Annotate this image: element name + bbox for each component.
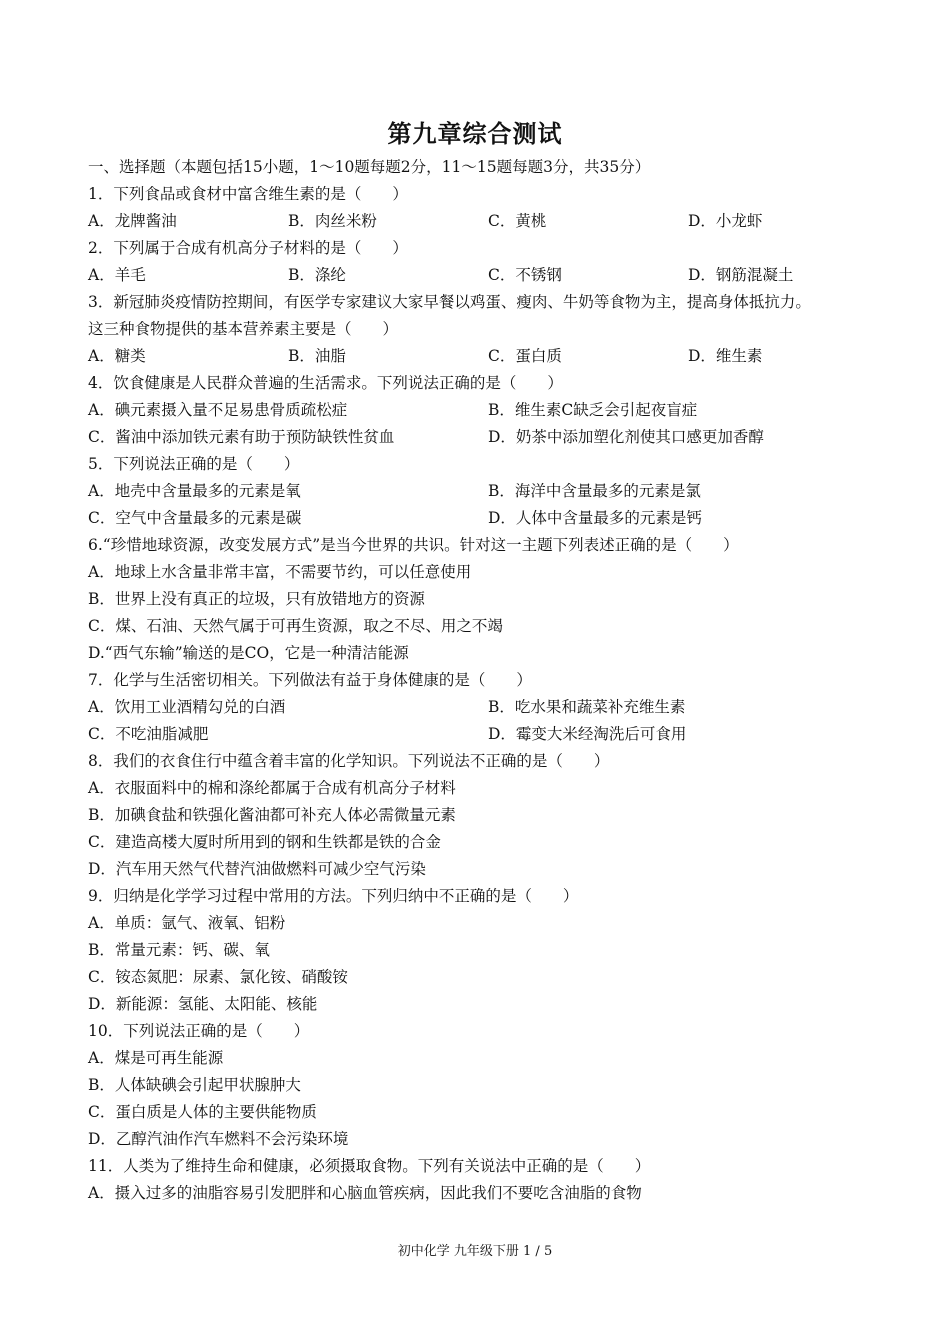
page-footer: 初中化学 九年级下册 1 / 5 — [397, 1244, 553, 1259]
question-10-stem: 10．下列说法正确的是（ ） — [88, 1022, 310, 1040]
question-7-stem: 7．化学与生活密切相关。下列做法有益于身体健康的是（ ） — [88, 671, 532, 689]
option-b: B．吃水果和蔬菜补充维生素 — [488, 698, 686, 716]
option-b: B．油脂 — [288, 347, 346, 365]
option-d: D．钢筋混凝土 — [688, 266, 794, 284]
question-7-options-row2 — [88, 721, 878, 748]
option-a: A．地壳中含量最多的元素是氧 — [88, 482, 301, 500]
page-title: 第九章综合测试 — [387, 119, 563, 148]
option-c: C．不锈钢 — [488, 266, 562, 284]
option-b: B．常量元素：钙、碳、氧 — [88, 941, 270, 959]
question-list — [88, 154, 878, 1207]
option-c: C．空气中含量最多的元素是碳 — [88, 509, 302, 527]
question-5-stem: 5．下列说法正确的是（ ） — [88, 455, 300, 473]
question-5-options-row2 — [88, 505, 878, 532]
option-c: C．煤、石油、天然气属于可再生资源，取之不尽、用之不竭 — [88, 617, 503, 635]
option-a: A．碘元素摄入量不足易患骨质疏松症 — [88, 401, 348, 419]
option-c: C．黄桃 — [488, 212, 547, 230]
question-3-stem: 3．新冠肺炎疫情防控期间，有医学专家建议大家早餐以鸡蛋、瘦肉、牛奶等食物为主，提高身体抵抗力。 — [88, 293, 811, 311]
question-1-options — [88, 208, 878, 235]
option-d: D.“西气东输”输送的是CO，它是一种清洁能源 — [88, 644, 409, 662]
option-d: D．乙醇汽油作汽车燃料不会污染环境 — [88, 1130, 349, 1148]
section-heading: 一、选择题（本题包括15小题，1～10题每题2分，11～15题每题3分，共35分） — [88, 158, 651, 176]
option-b: B．维生素C缺乏会引起夜盲症 — [488, 401, 698, 419]
option-b: B．肉丝米粉 — [288, 212, 377, 230]
option-d: D．维生素 — [688, 347, 763, 365]
option-d: D．霉变大米经淘洗后可食用 — [488, 725, 687, 743]
option-d: D．奶茶中添加塑化剂使其口感更加香醇 — [488, 428, 764, 446]
option-b: B．海洋中含量最多的元素是氯 — [488, 482, 701, 500]
question-4-options-row2 — [88, 424, 878, 451]
question-9-stem: 9．归纳是化学学习过程中常用的方法。下列归纳中不正确的是（ ） — [88, 887, 579, 905]
option-c: C．酱油中添加铁元素有助于预防缺铁性贫血 — [88, 428, 395, 446]
option-d: D．新能源：氢能、太阳能、核能 — [88, 995, 318, 1013]
question-2-stem: 2．下列属于合成有机高分子材料的是（ ） — [88, 239, 408, 257]
option-c: C．不吃油脂减肥 — [88, 725, 209, 743]
option-b: B．世界上没有真正的垃圾，只有放错地方的资源 — [88, 590, 425, 608]
question-11-stem: 11．人类为了维持生命和健康，必须摄取食物。下列有关说法中正确的是（ ） — [88, 1157, 651, 1175]
question-1-stem: 1．下列食品或食材中富含维生素的是（ ） — [88, 185, 408, 203]
question-3-stem-cont: 这三种食物提供的基本营养素主要是（ ） — [88, 320, 399, 338]
option-a: A．羊毛 — [88, 266, 146, 284]
option-d: D．人体中含量最多的元素是钙 — [488, 509, 702, 527]
option-a: A．煤是可再生能源 — [88, 1049, 224, 1067]
option-a: A．地球上水含量非常丰富，不需要节约，可以任意使用 — [88, 563, 472, 581]
option-a: A．龙牌酱油 — [88, 212, 177, 230]
option-a: A．衣服面料中的棉和涤纶都属于合成有机高分子材料 — [88, 779, 456, 797]
question-8-stem: 8．我们的衣食住行中蕴含着丰富的化学知识。下列说法不正确的是（ ） — [88, 752, 610, 770]
option-a: A．饮用工业酒精勾兑的白酒 — [88, 698, 286, 716]
option-a: A．摄入过多的油脂容易引发肥胖和心脑血管疾病，因此我们不要吃含油脂的食物 — [88, 1184, 642, 1202]
question-7-options-row1 — [88, 694, 878, 721]
option-b: B．涤纶 — [288, 266, 346, 284]
option-b: B．加碘食盐和铁强化酱油都可补充人体必需微量元素 — [88, 806, 456, 824]
option-c: C．建造高楼大厦时所用到的钢和生铁都是铁的合金 — [88, 833, 441, 851]
option-c: C．蛋白质是人体的主要供能物质 — [88, 1103, 317, 1121]
question-4-stem: 4．饮食健康是人民群众普遍的生活需求。下列说法正确的是（ ） — [88, 374, 563, 392]
option-c: C．蛋白质 — [488, 347, 562, 365]
question-3-options — [88, 343, 878, 370]
question-2-options — [88, 262, 878, 289]
option-d: D．汽车用天然气代替汽油做燃料可减少空气污染 — [88, 860, 426, 878]
question-5-options-row1 — [88, 478, 878, 505]
option-b: B．人体缺碘会引起甲状腺肿大 — [88, 1076, 301, 1094]
option-a: A．单质：氩气、液氧、铝粉 — [88, 914, 286, 932]
option-a: A．糖类 — [88, 347, 146, 365]
question-4-options-row1 — [88, 397, 878, 424]
question-6-stem: 6.“珍惜地球资源，改变发展方式”是当今世界的共识。针对这一主题下列表述正确的是（ ） — [88, 536, 739, 554]
option-d: D．小龙虾 — [688, 212, 763, 230]
option-c: C．铵态氮肥：尿素、氯化铵、硝酸铵 — [88, 968, 348, 986]
